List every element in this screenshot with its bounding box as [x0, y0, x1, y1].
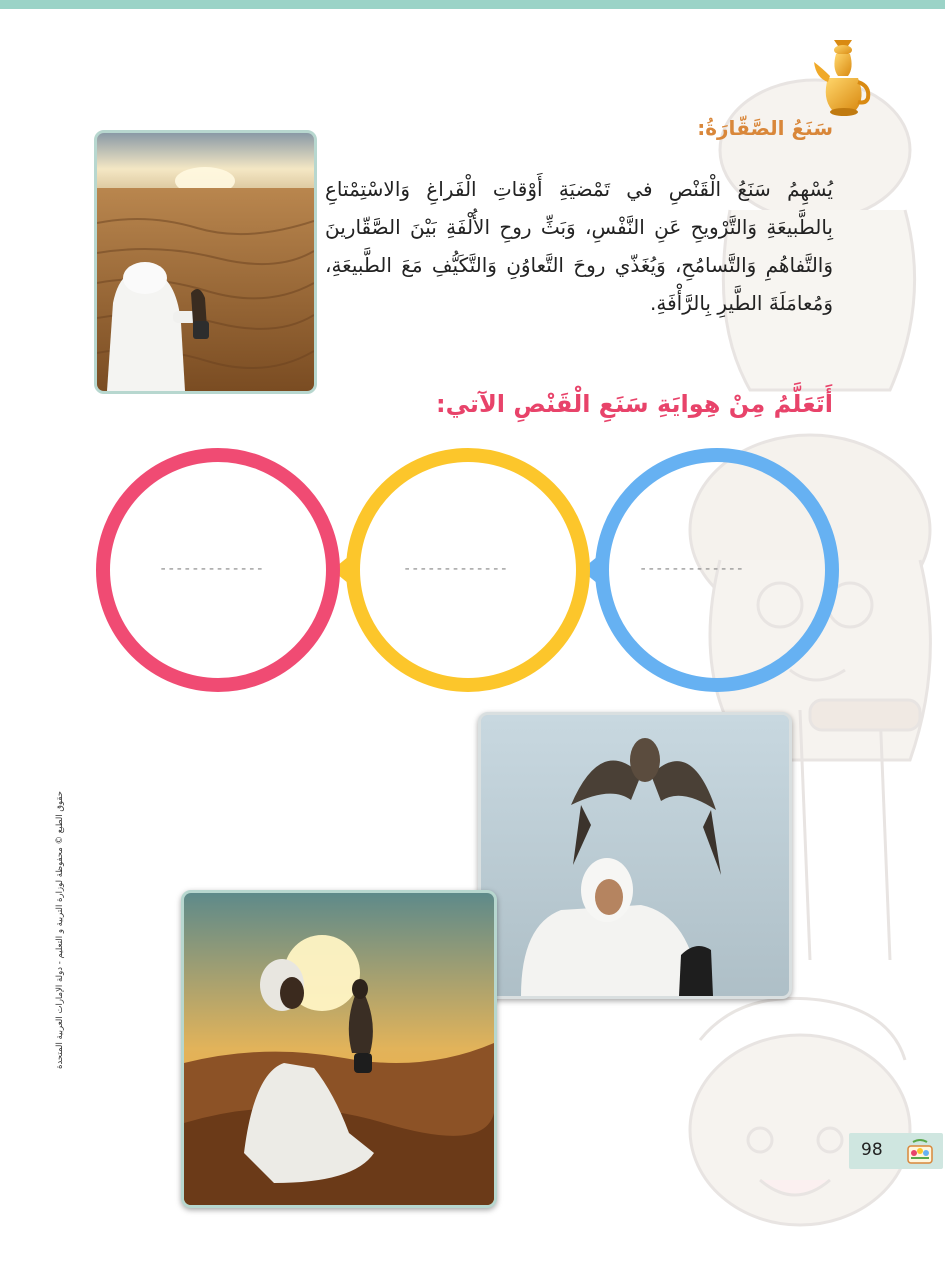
answer-line-middle: ------------- [404, 561, 510, 577]
circle-middle[interactable] [332, 455, 583, 685]
falconer-desert-photo [94, 130, 317, 394]
paragraph-line: الطَّبيعَةِ، وَمُعامَلَةَ الطَّيرِ بِالرَّأْفَةِ. [325, 253, 833, 315]
falcon-flight-photo [478, 712, 792, 999]
flower-pot-icon [905, 1136, 935, 1166]
page-number: 98 [861, 1140, 883, 1160]
section-title: سَنَعُ الصَّقّارَةُ: [697, 116, 833, 140]
paragraph-line: يُسْهِمُ سَنَعُ الْقَنْصِ في تَمْضيَةِ أَوْقاتِ الْفَراغِ وَالاسْتِمْتاعِ [325, 177, 833, 201]
paragraph-line: وَالتَّفاهُمِ وَالتَّسامُحِ، وَيُغَذّي روحَ التَّعاوُنِ وَالتَّكَيُّفِ مَعَ [401, 253, 833, 277]
dallah-icon [812, 38, 874, 118]
answer-line-right: ------------- [640, 561, 746, 577]
activity-heading: أَتَعَلَّمُ مِنْ هِوايَةِ سَنَعِ الْقَنْصِ الآتي: [436, 390, 833, 418]
circle-left[interactable] [103, 455, 333, 685]
activity-circles-diagram [95, 440, 840, 700]
top-bar [0, 0, 945, 9]
circle-right[interactable] [581, 455, 832, 685]
body-paragraph [325, 170, 833, 322]
page-number-badge [849, 1133, 943, 1169]
paragraph-line: بِالطَّبيعَةِ وَالتَّرْويحِ عَنِ النَّفْسِ، وَبَثِّ روحِ الأُلْفَةِ بَيْنَ الصَّقّارينَ [325, 215, 833, 239]
sunset-falconer-photo [181, 890, 497, 1208]
answer-line-left: ------------- [160, 561, 266, 577]
copyright-notice: حقوق الطبع © محفوظة لوزارة التربية و التعليم - دولة الإمارات العربية المتحدة [55, 791, 65, 1069]
